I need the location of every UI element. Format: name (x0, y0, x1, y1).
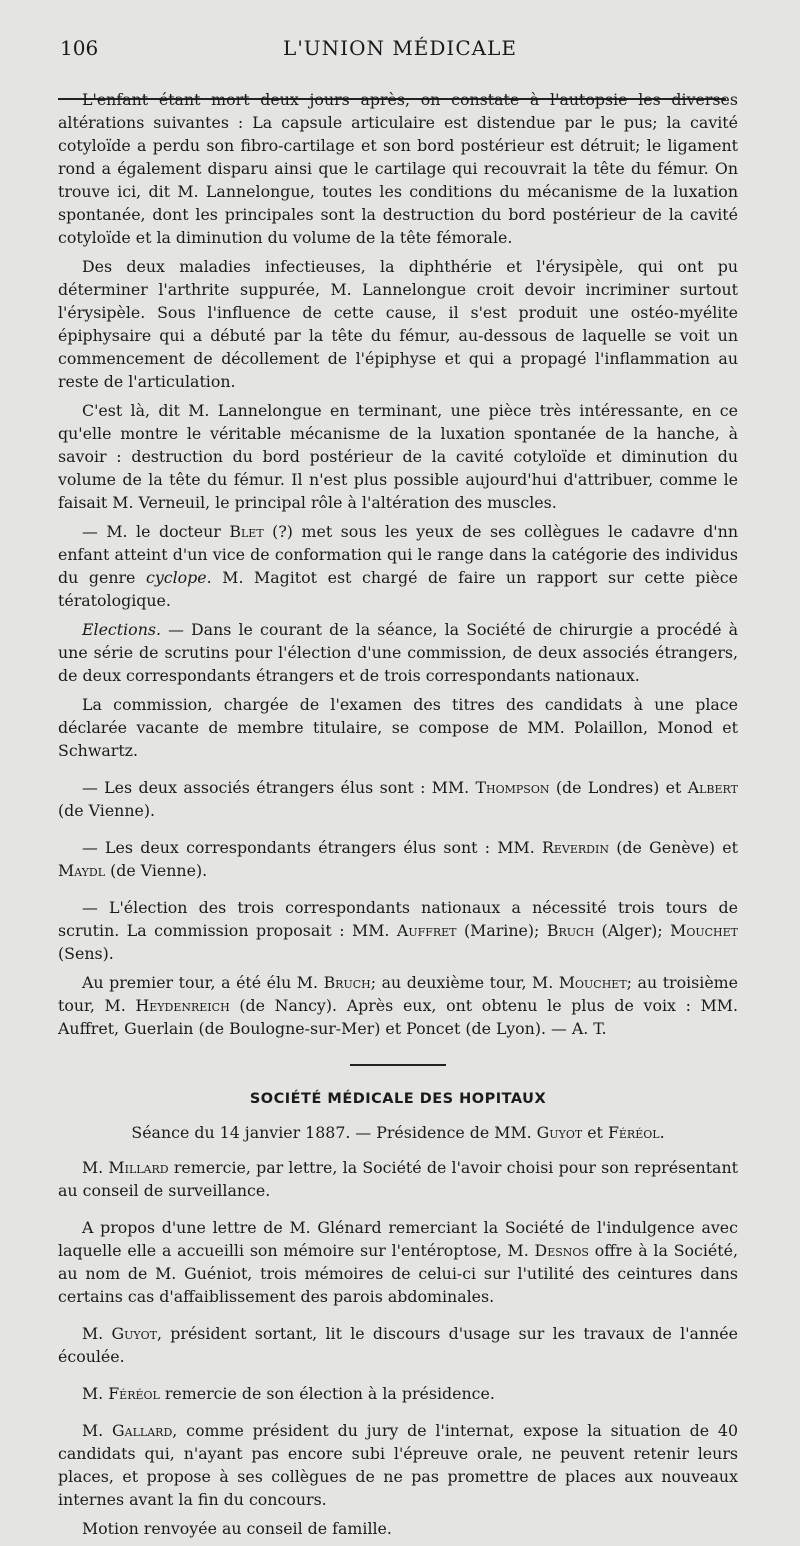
text-run: Séance du 14 janvier 1887. — Présidence de MM. (131, 1123, 537, 1142)
text-run: — Les deux correspondants étrangers élus sont : MM. (82, 838, 542, 857)
paragraph-commission: La commission, chargée de l'examen des titres des candidats à une place déclarée vacante de membre titulaire, se compose de MM. Polaillon, Monod et Schwartz. (58, 695, 738, 760)
text-run: , comme président du jury de l'internat, expose la situation de 40 candidats qui, n'ayant pas encore subi l'épreuve orale, ne peuvent retenir leurs places, et propose à ses collègues de ne pas promettre de places aux nouveaux internes avant la fin du concours. (58, 1421, 738, 1509)
text-run: (Alger); (594, 921, 671, 940)
article-body (58, 88, 738, 1546)
name-fereol: Féréol (108, 1384, 160, 1403)
name-reverdin: Reverdin (541, 838, 609, 857)
text-run: . M. Magitot est chargé de faire un rapport sur cette pièce tératologique. (58, 568, 738, 610)
text-run: . (659, 1123, 665, 1142)
paragraph-foreign-associates (58, 776, 738, 822)
name-bruch: Bruch (546, 921, 595, 940)
text-run: remercie, par lettre, la Société de l'avoir choisi pour son représentant au conseil de surveillance. (58, 1158, 738, 1200)
name-gallard: Gallard (112, 1421, 173, 1440)
text-run: ; au deuxième tour, M. (370, 973, 559, 992)
name-auffret: Auffret (396, 921, 457, 940)
paragraph-foreign-correspondents (58, 836, 738, 882)
paragraph-glenard (58, 1216, 738, 1308)
label-elections: Elections. (82, 620, 161, 639)
text-run: M. (82, 1158, 109, 1177)
text-run: (de Vienne). (58, 801, 156, 820)
paragraph-motion: Motion renvoyée au conseil de famille. (82, 1519, 392, 1538)
text-run: M. (82, 1421, 113, 1440)
text-run: — Les deux associés étrangers élus sont : MM. (82, 778, 476, 797)
text-run: A propos d'une lettre de M. Glénard remerciant la Société de l'indulgence avec laquelle elle a accueilli son mémoire sur l'entéroptose, M. (58, 1218, 738, 1260)
text-run: (Sens). (58, 944, 114, 963)
paragraph-gallard (58, 1419, 738, 1511)
name-thompson: Thompson (475, 778, 550, 797)
paragraph-fereol (58, 1382, 738, 1405)
text-run: ; au troisième tour, M. (58, 973, 739, 1015)
running-title: L'UNION MÉDICALE (283, 36, 517, 60)
text-run: offre à la Société, au nom de M. Guéniot, trois mémoires de celui-ci sur l'utilité des ceintures dans certains cas d'affaiblissement des parois abdominales. (58, 1241, 738, 1306)
text-run: — L'élection des trois correspondants nationaux a nécessité trois tours de scrutin. La commission proposait : MM. (58, 898, 738, 940)
text-run: (de Genève) et (608, 838, 738, 857)
name-mouchet: Mouchet (558, 973, 627, 992)
text-run: (?) met sous les yeux de ses collègues le cadavre d'nn enfant atteint d'un vice de conformation qui le range dans la catégorie des individus du genre (58, 522, 738, 587)
section-title: SOCIÉTÉ MÉDICALE DES HOPITAUX (249, 1091, 547, 1107)
term-cyclope: cyclope (146, 568, 207, 587)
text-run: (Marine); (456, 921, 547, 940)
paragraph-national-correspondents (58, 896, 738, 965)
name-blet: Blet (229, 522, 264, 541)
paragraph-conclusion: C'est là, dit M. Lannelongue en terminant, une pièce très intéressante, en ce qu'elle montre le véritable mécanisme de la luxation spontanée de la hanche, à savoir : destruction du bord postérieur de la cavité cotyloïde et diminution du volume de la tête du fémur. Il n'est plus possible aujourd'hui d'attribuer, comme le faisait M. Verneuil, le principal rôle à l'altération des muscles. (58, 401, 738, 512)
paragraph-millard (58, 1156, 738, 1202)
text-run: M. (82, 1384, 109, 1403)
name-guyot: Guyot (536, 1123, 583, 1142)
name-desnos: Desnos (534, 1241, 589, 1260)
name-millard: Millard (108, 1158, 169, 1177)
paragraph-elections (58, 618, 738, 687)
text-run: Au premier tour, a été élu M. (82, 973, 324, 992)
text-run: remercie de son élection à la présidence. (159, 1384, 495, 1403)
text-run: — M. le docteur (82, 522, 230, 541)
text-run: et (582, 1123, 608, 1142)
text-run: — Dans le courant de la séance, la Société de chirurgie a procédé à une série de scrutins pour l'élection d'une commission, de deux associés étrangers, de deux correspondants étrangers et de trois correspondants nationaux. (58, 620, 738, 685)
text-run: (de Londres) et (549, 778, 688, 797)
page-number: 106 (60, 36, 99, 60)
paragraph-ballot-results (58, 971, 738, 1040)
session-line (58, 1121, 738, 1144)
name-fereol: Féréol (607, 1123, 660, 1142)
text-run: (de Nancy). Après eux, ont obtenu le plus de voix : MM. Auffret, Guerlain (de Boulogne-sur-Mer) et Poncet (de Lyon). — A. T. (58, 996, 739, 1038)
paragraph-autopsy: L'enfant étant mort deux jours après, on constate à l'autopsie les diverses altérations suivantes : La capsule articulaire est distendue par le pus; la cavité cotyloïde a perdu son fibro-cartilage et son bord postérieur est détruit; le ligament rond a également disparu ainsi que le cartilage qui recouvrait la tête du fémur. On trouve ici, dit M. Lannelongue, toutes les conditions du mécanisme de la luxation spontanée, dont les principales sont la destruction du bord postérieur de la cavité cotyloïde et la diminution du volume de la tête fémorale. (58, 90, 738, 247)
paragraph-guyot (58, 1322, 738, 1368)
page-header (0, 30, 800, 70)
name-guyot: Guyot (111, 1324, 157, 1343)
text-run: (de Vienne). (105, 861, 208, 880)
name-heydenreich: Heydenreich (135, 996, 230, 1015)
paragraph-cyclope (58, 520, 738, 612)
name-bruch: Bruch (323, 973, 371, 992)
section-separator (350, 1064, 446, 1066)
name-mouchet: Mouchet (670, 921, 739, 940)
name-maydl: Maydl (58, 861, 106, 880)
text-run: , président sortant, lit le discours d'usage sur les travaux de l'année écoulée. (58, 1324, 739, 1366)
text-run: M. (82, 1324, 112, 1343)
paragraph-infectious-diseases: Des deux maladies infectieuses, la diphthérie et l'érysipèle, qui ont pu déterminer l'arthrite suppurée, M. Lannelongue croit devoir incriminer surtout l'érysipèle. Sous l'influence de cette cause, il s'est produit une ostéo-myélite épiphysaire qui a débuté par la tête du fémur, au-dessous de laquelle se voit un commencement de décollement de l'épiphyse et qui a propagé l'inflammation au reste de l'articulation. (58, 257, 738, 391)
name-albert: Albert (687, 778, 738, 797)
